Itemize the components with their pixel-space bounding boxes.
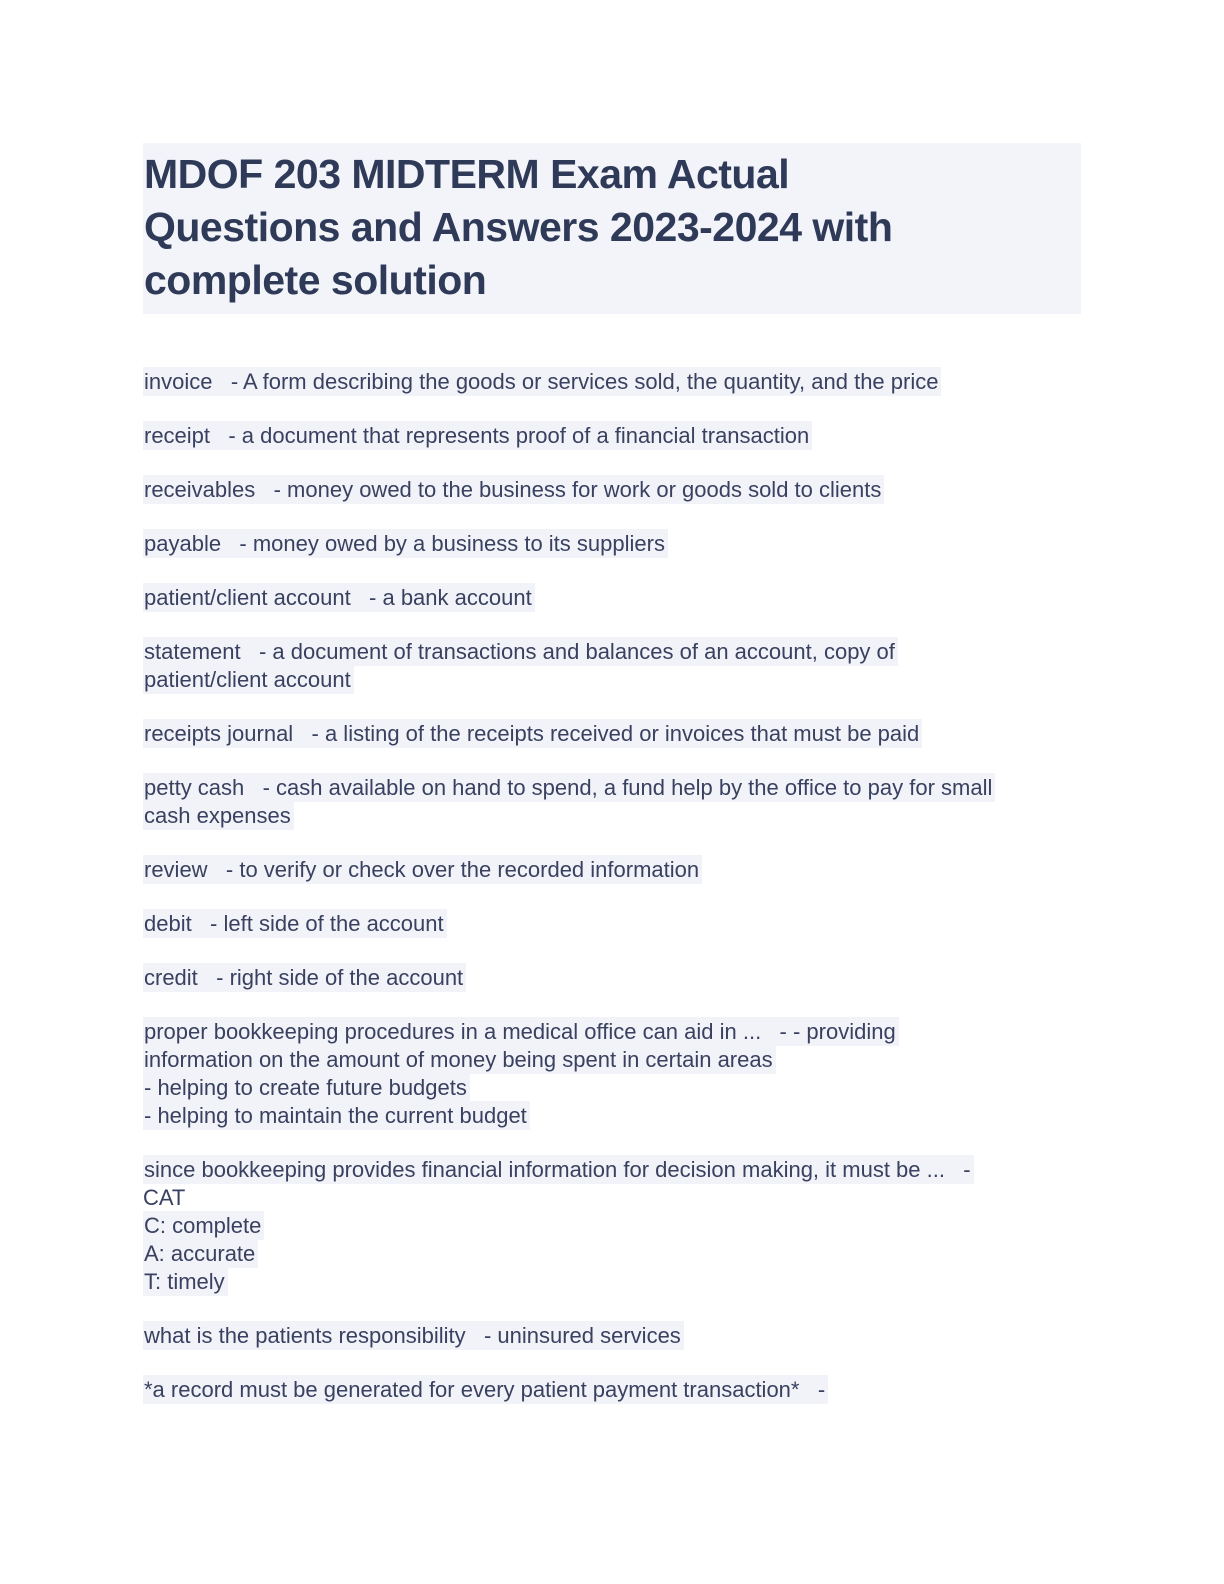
qa-paragraph — [143, 1322, 1081, 1350]
qa-paragraph — [143, 368, 1081, 396]
qa-paragraph — [143, 910, 1081, 938]
qa-paragraph — [143, 476, 1081, 504]
title-line: MDOF 203 MIDTERM Exam Actual — [144, 151, 790, 197]
qa-paragraph — [143, 422, 1081, 450]
title-line: complete solution — [144, 257, 487, 303]
highlighted-text: *a record must be generated for every patient payment transaction* - — [143, 1375, 828, 1404]
highlighted-text: receivables - money owed to the business for work or goods sold to clients — [143, 475, 884, 504]
qa-paragraph — [143, 530, 1081, 558]
qa-paragraph — [143, 774, 1081, 830]
qa-paragraph — [143, 856, 1081, 884]
qa-paragraph — [143, 720, 1081, 748]
page-title — [143, 143, 1081, 314]
highlighted-text: - helping to maintain the current budget — [143, 1101, 530, 1130]
highlighted-text: cash expenses — [143, 801, 294, 830]
highlighted-text: what is the patients responsibility - uninsured services — [143, 1321, 684, 1350]
plain-text: CAT — [143, 1185, 186, 1210]
highlighted-text: A: accurate — [143, 1239, 258, 1268]
title-line: Questions and Answers 2023-2024 with — [144, 204, 893, 250]
document-page — [143, 143, 1081, 1430]
highlighted-text: receipts journal - a listing of the receipts received or invoices that must be paid — [143, 719, 922, 748]
qa-paragraph — [143, 584, 1081, 612]
highlighted-text: since bookkeeping provides financial information for decision making, it must be ... - — [143, 1155, 974, 1184]
highlighted-text: debit - left side of the account — [143, 909, 447, 938]
highlighted-text: - helping to create future budgets — [143, 1073, 470, 1102]
highlighted-text: credit - right side of the account — [143, 963, 466, 992]
highlighted-text: statement - a document of transactions and balances of an account, copy of — [143, 637, 898, 666]
highlighted-text: C: complete — [143, 1211, 264, 1240]
qa-paragraph — [143, 1376, 1081, 1404]
highlighted-text: patient/client account — [143, 665, 354, 694]
highlighted-text: review - to verify or check over the recorded information — [143, 855, 702, 884]
qa-paragraph — [143, 1156, 1081, 1296]
highlighted-text: T: timely — [143, 1267, 228, 1296]
qa-paragraph — [143, 638, 1081, 694]
qa-list — [143, 368, 1081, 1404]
highlighted-text: information on the amount of money being spent in certain areas — [143, 1045, 776, 1074]
qa-paragraph — [143, 1018, 1081, 1130]
highlighted-text: invoice - A form describing the goods or services sold, the quantity, and the price — [143, 367, 941, 396]
highlighted-text: petty cash - cash available on hand to spend, a fund help by the office to pay for small — [143, 773, 995, 802]
highlighted-text: proper bookkeeping procedures in a medical office can aid in ... - - providing — [143, 1017, 899, 1046]
highlighted-text: patient/client account - a bank account — [143, 583, 535, 612]
highlighted-text: payable - money owed by a business to its suppliers — [143, 529, 668, 558]
qa-paragraph — [143, 964, 1081, 992]
highlighted-text: receipt - a document that represents proof of a financial transaction — [143, 421, 812, 450]
